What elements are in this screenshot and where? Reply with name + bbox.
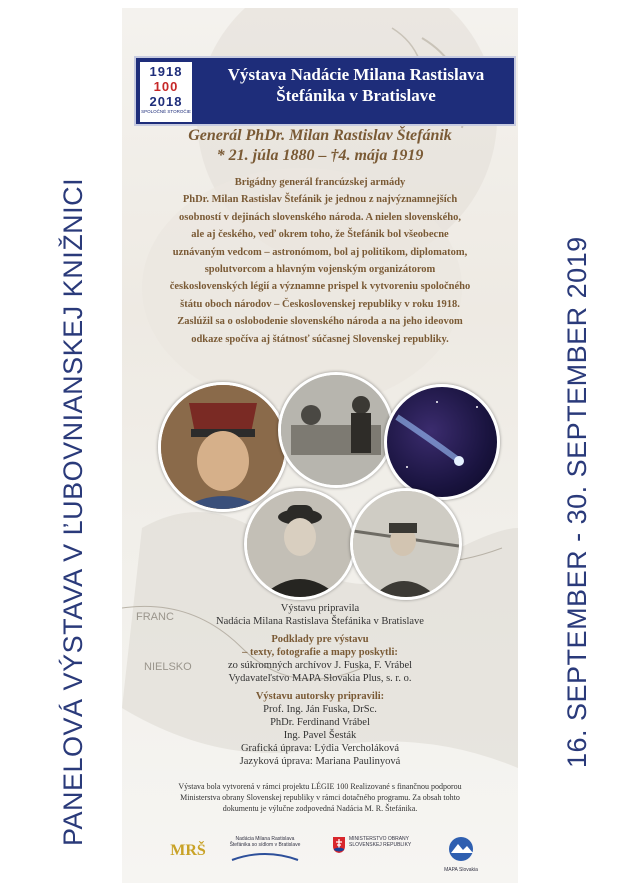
materials-source-2: Vydavateľstvo MAPA Slovakia Plus, s. r. o. [228,673,412,684]
poster [122,8,518,883]
bowler-hat-photo [244,488,356,600]
person-dates: * 21. júla 1880 – †4. mája 1919 [216,147,424,164]
photo-collage [122,368,518,618]
ministry-logo [332,836,422,872]
intro-text [136,174,504,348]
map-label-france: FRANC [136,611,174,623]
authors-label: Výstavu autorsky pripravili: [255,691,385,702]
intro-line: československých légií a významne prispel k vytvoreniu spoločného [169,281,471,293]
year-2018: 2018 [149,94,183,109]
author-1: Prof. Ing. Ján Fuska, DrSc. [263,704,377,715]
side-title-left: PANELOVÁ VÝSTAVA V ĽUBOVNIANSKEJ KNIŽNICI [58,177,88,846]
intro-line: osobností v dejinách slovenského národa. A nielen slovenského, [179,211,461,223]
intro-line: odkaze spočíva aj štátnosť súčasnej Slovenskej republiky. [191,333,449,345]
banner-title-line2: Štefánika v Bratislave [276,86,436,105]
pilot-photo [350,488,462,600]
header-banner [134,56,516,126]
footnote: Výstava bola vytvorená v rámci projektu LÉGIE 100 Realizované s finančnou podporou Ministerstva obrany Slovenskej republiky v rámci dotačného programu. Za obsah tohto dokumentu je výlučne zodpovedná Nadácia M. R. Štefánika. [178,782,462,813]
year-caption: SPOLOČNÉ STOROČIE [141,109,191,114]
year-1918: 1918 [149,64,183,79]
prepared-label: Výstavu pripravila [280,603,360,614]
person-heading [122,126,518,166]
prepared-by: Nadácia Milana Rastislava Štefánika v Bratislave [216,616,424,627]
map-label-germany: NIELSKO [144,661,192,673]
author-3: Ing. Pavel Šesták [283,730,357,741]
banner-title [206,64,506,106]
intro-line: spolutvorcom a hlavným vojenským organizátorom [204,264,436,276]
mrs-logo [168,836,208,872]
credits [122,602,518,768]
banner-title-line1: Výstava Nadácie Milana Rastislava [227,65,485,84]
year-100: 100 [153,79,179,94]
mapa-slovakia-logo [440,836,482,872]
foundation-logo [226,836,304,872]
materials-label: Podklady pre výstavu [271,634,369,645]
intro-line: ale aj českého, veď okrem toho, že Štefánik bol všeobecne [191,229,449,241]
materials-sub: – texty, fotografie a mapy poskytli: [242,647,398,658]
lab-photo [278,372,394,488]
intro-line: Zaslúžil sa o oslobodenie slovenského národa a na jeho ideovom [177,316,463,328]
portrait-photo [158,382,288,512]
side-dates-right: 16. SEPTEMBER - 30. SEPTEMBER 2019 [562,236,592,768]
comet-photo [384,384,500,500]
language-edit: Jazyková úprava: Mariana Paulinyová [239,756,401,767]
intro-line: PhDr. Milan Rastislav Štefánik je jednou z najvýznamnejších [182,194,458,206]
materials-source-1: zo súkromných archívov J. Fuska, F. Vrábel [227,660,413,671]
foundation-logo-text: Nadácia Milana Rastislava Štefánika so sídlom v Bratislave [229,836,301,848]
graphic-design: Grafická úprava: Lýdia Vercholáková [240,743,400,754]
author-2: PhDr. Ferdinand Vrábel [270,717,370,728]
ministry-logo-text: MINISTERSTVO OBRANY SLOVENSKEJ REPUBLIKY [349,836,412,848]
person-name: Generál PhDr. Milan Rastislav Štefánik [188,127,452,144]
centenary-logo [140,62,192,122]
intro-line: uznávaným vedcom – astronómom, bol aj politikom, diplomatom, [172,246,468,258]
intro-line: Brigádny generál francúzskej armády [234,177,406,188]
mapa-logo-text: MAPA Slovakia [444,867,478,873]
mrs-logo-text: MRŠ [170,842,206,859]
sponsor-logos [122,836,518,876]
intro-line: štátu oboch národov – Československej republiky v roku 1918. [180,298,460,310]
